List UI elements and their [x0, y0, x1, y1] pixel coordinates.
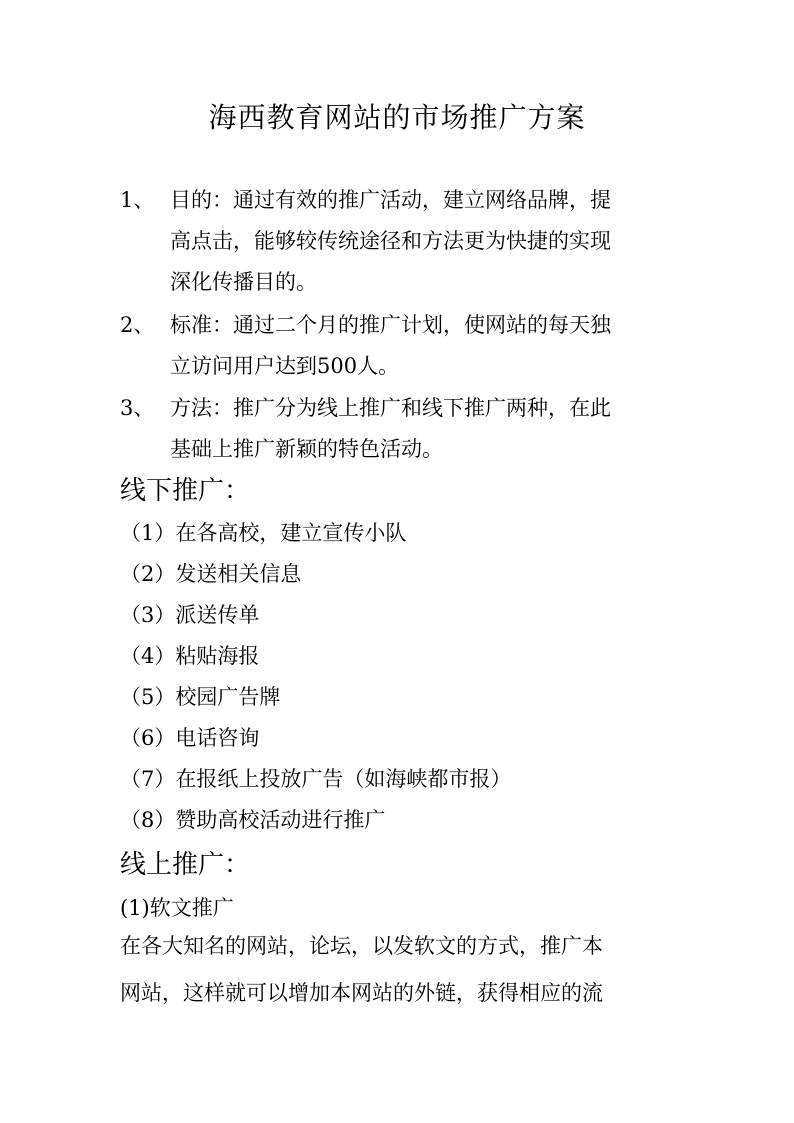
item-line: 立访问用户达到500人。: [170, 354, 400, 378]
item-line: 方法：推广分为线上推广和线下推广两种，在此: [170, 396, 611, 420]
online-subheading: (1)软文推广: [120, 896, 234, 920]
item-line: 目的：通过有效的推广活动，建立网络品牌，提: [170, 188, 611, 212]
item-number: 1、: [120, 188, 155, 212]
item-line: 深化传播目的。: [170, 270, 317, 294]
item-number: 3、: [120, 396, 155, 420]
offline-heading: 线下推广：: [120, 476, 251, 506]
list-item: （8）赞助高校活动进行推广: [120, 808, 386, 832]
item-line: 高点击，能够较传统途径和方法更为快捷的实现: [170, 229, 611, 253]
item-body: [170, 388, 680, 470]
item-line: 标准：通过二个月的推广计划，使网站的每天独: [170, 313, 611, 337]
list-item: （6）电话咨询: [120, 726, 260, 750]
item-body: [170, 305, 680, 387]
offline-list: [120, 513, 700, 841]
paragraph-line: 网站，这样就可以增加本网站的外链，获得相应的流: [120, 981, 603, 1005]
list-item: （7）在报纸上投放广告（如海峡都市报）: [120, 767, 512, 791]
item-number: 2、: [120, 313, 155, 337]
list-item: （4）粘贴海报: [120, 644, 260, 668]
list-item: （2）发送相关信息: [120, 562, 302, 586]
list-item: （1）在各高校，建立宣传小队: [120, 521, 407, 545]
list-item: （3）派送传单: [120, 603, 260, 627]
list-item: （5）校园广告牌: [120, 685, 281, 709]
item-body: [170, 180, 680, 303]
item-line: 基础上推广新颖的特色活动。: [170, 437, 443, 461]
document-title: 海西教育网站的市场推广方案: [208, 101, 586, 134]
online-paragraph: [120, 923, 680, 1017]
online-heading: 线上推广：: [120, 850, 251, 880]
paragraph-line: 在各大知名的网站，论坛，以发软文的方式，推广本: [120, 934, 603, 958]
